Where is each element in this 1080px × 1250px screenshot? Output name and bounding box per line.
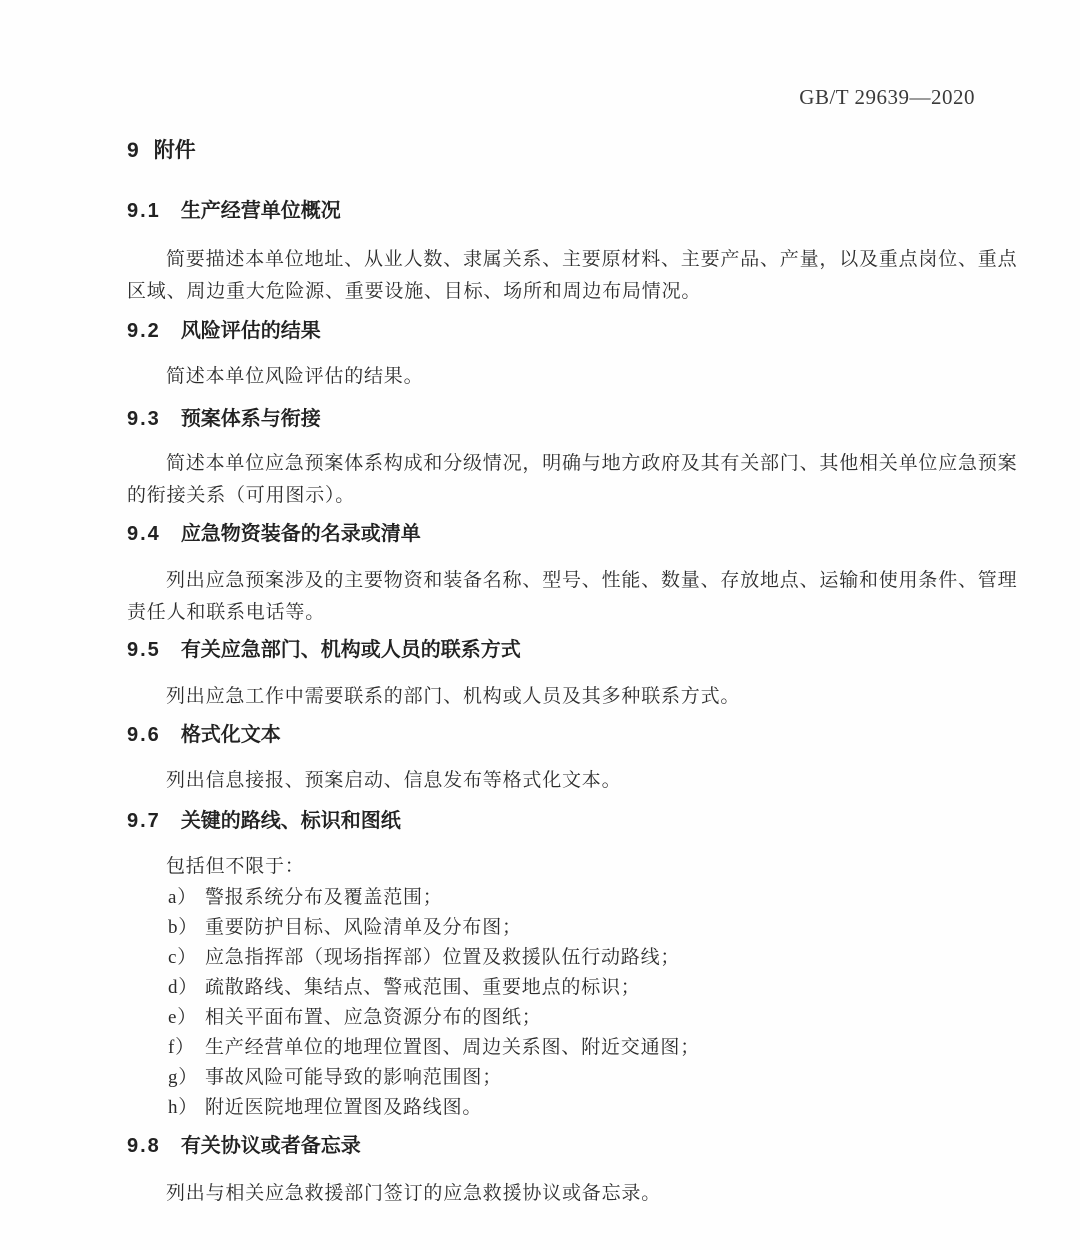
paragraph-line: 区域、周边重大危险源、重要设施、目标、场所和周边布局情况。 (127, 281, 702, 302)
section-paragraph (127, 565, 1018, 629)
paragraph-line: 简述本单位应急预案体系构成和分级情况，明确与地方政府及其有关部门、其他相关单位应急预案 (166, 453, 1018, 474)
paragraph-line: 责任人和联系电话等。 (127, 602, 326, 623)
list-marker: a） (168, 887, 198, 908)
list-marker: e） (168, 1007, 198, 1028)
paragraph-line: 列出应急预案涉及的主要物资和装备名称、型号、性能、数量、存放地点、运输和使用条件、管理 (166, 570, 1018, 591)
section-number: 9.4 (127, 523, 161, 545)
list-marker: c） (168, 947, 198, 968)
list-marker: f） (168, 1037, 195, 1058)
paragraph-line: 的衔接关系（可用图示）。 (127, 485, 356, 506)
list-item (127, 1063, 975, 1093)
section-heading-9-3 (127, 406, 975, 432)
section-title: 有关协议或者备忘录 (180, 1135, 361, 1157)
list-text: 生产经营单位的地理位置图、周边关系图、附近交通图； (205, 1037, 701, 1058)
paragraph-line: 列出应急工作中需要联系的部门、机构或人员及其多种联系方式。 (166, 686, 741, 707)
section-number: 9.8 (127, 1135, 161, 1157)
list-marker: h） (168, 1097, 199, 1118)
chapter-number: 9 (127, 139, 139, 162)
list-text: 相关平面布置、应急资源分布的图纸； (205, 1007, 542, 1028)
standard-number-header: GB/T 29639—2020 (799, 85, 975, 109)
section-title: 风险评估的结果 (180, 320, 321, 342)
section-title: 有关应急部门、机构或人员的联系方式 (180, 639, 521, 661)
list-item (127, 1093, 975, 1123)
section-paragraph (127, 765, 975, 797)
section-heading-9-5 (127, 637, 975, 663)
chapter-heading (127, 138, 975, 164)
section-paragraph (127, 681, 975, 713)
list-item (127, 913, 975, 943)
chapter-title: 附件 (153, 139, 196, 162)
paragraph-line: 简述本单位风险评估的结果。 (166, 366, 424, 387)
section-paragraph (127, 361, 975, 393)
list-item (127, 883, 975, 913)
list-marker: g） (168, 1067, 199, 1088)
list-item (127, 973, 975, 1003)
list-intro: 包括但不限于： (166, 856, 305, 877)
section-number: 9.1 (127, 200, 161, 222)
lettered-list (127, 883, 975, 1123)
section-title: 格式化文本 (180, 724, 281, 746)
list-marker: d） (168, 977, 199, 998)
list-item (127, 1003, 975, 1033)
section-title: 预案体系与衔接 (180, 408, 321, 430)
section-title: 关键的路线、标识和图纸 (180, 810, 401, 832)
section-heading-9-8 (127, 1133, 975, 1159)
section-paragraph (127, 448, 1018, 512)
section-title: 应急物资装备的名录或清单 (180, 523, 421, 545)
section-title: 生产经营单位概况 (180, 200, 341, 222)
section-paragraph (127, 244, 1018, 308)
list-text: 应急指挥部（现场指挥部）位置及救援队伍行动路线； (205, 947, 681, 968)
section-number: 9.3 (127, 408, 161, 430)
page-content (127, 0, 1018, 1210)
list-text: 重要防护目标、风险清单及分布图； (205, 917, 522, 938)
list-marker: b） (168, 917, 199, 938)
list-item (127, 1033, 975, 1063)
section-heading-9-7 (127, 808, 975, 834)
list-text: 疏散路线、集结点、警戒范围、重要地点的标识； (205, 977, 641, 998)
paragraph-line: 列出信息接报、预案启动、信息发布等格式化文本。 (166, 770, 622, 791)
list-item (127, 943, 975, 973)
section-number: 9.7 (127, 810, 161, 832)
section-number: 9.6 (127, 724, 161, 746)
section-paragraph (127, 1178, 975, 1210)
list-text: 警报系统分布及覆盖范围； (205, 887, 443, 908)
paragraph-line: 简要描述本单位地址、从业人数、隶属关系、主要原材料、主要产品、产量，以及重点岗位、重点 (166, 249, 1018, 270)
section-heading-9-6 (127, 722, 975, 748)
paragraph-line: 列出与相关应急救援部门签订的应急救援协议或备忘录。 (166, 1183, 662, 1204)
section-number: 9.2 (127, 320, 161, 342)
list-text: 附近医院地理位置图及路线图。 (205, 1097, 483, 1118)
section-heading-9-2 (127, 318, 975, 344)
list-text: 事故风险可能导致的影响范围图； (205, 1067, 503, 1088)
section-number: 9.5 (127, 639, 161, 661)
section-heading-9-4 (127, 521, 975, 547)
section-heading-9-1 (127, 198, 975, 224)
